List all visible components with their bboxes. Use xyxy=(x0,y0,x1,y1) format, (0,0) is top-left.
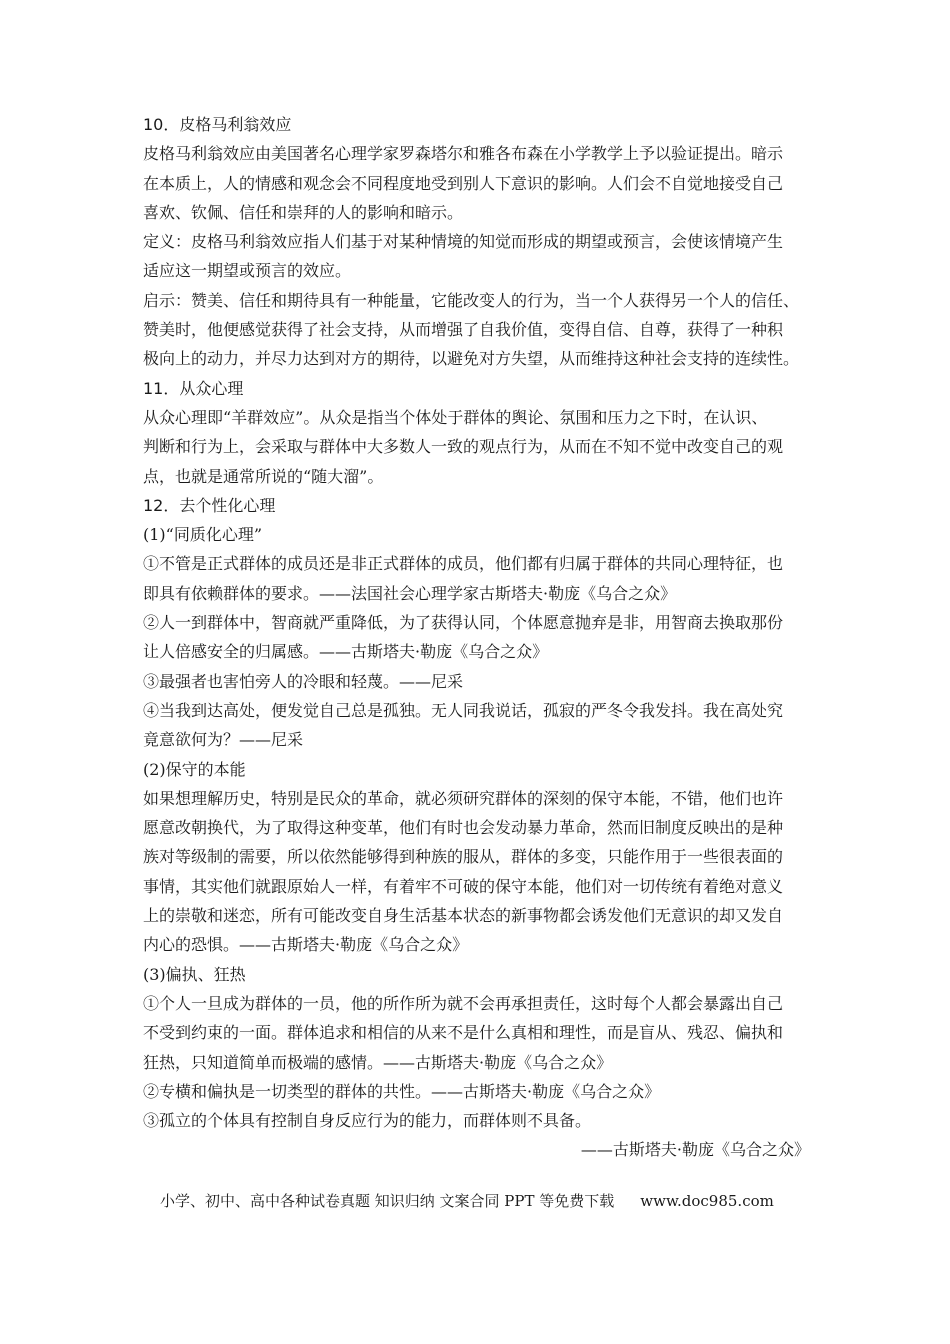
quote-line: 即具有依赖群体的要求。——法国社会心理学家古斯塔夫·勒庞《乌合之众》 xyxy=(143,583,677,603)
quote-line: 不受到约束的一面。群体追求和相信的从来不是什么真相和理性，而是盲从、残忍、偏执和 xyxy=(143,1023,784,1043)
section-10-insight-line: 极向上的动力，并尽力达到对方的期待，以避免对方失望，从而维持这种社会支持的连续性。 xyxy=(143,349,800,369)
section-10-definition-line: 定义：皮格马利翁效应指人们基于对某种情境的知觉而形成的期望或预言，会使该情境产生 xyxy=(143,232,784,252)
section-11-para-line: 判断和行为上，会采取与群体中大多数人一致的观点行为，从而在不知不觉中改变自己的观 xyxy=(143,437,784,457)
quote-line: ③孤立的个体具有控制自身反应行为的能力，而群体则不具备。 xyxy=(143,1111,592,1131)
subsection-2-para-line: 族对等级制的需要，所以依然能够得到种族的服从，群体的多变，只能作用于一些很表面的 xyxy=(143,847,784,867)
subsection-2-para-line: 内心的恐惧。——古斯塔夫·勒庞《乌合之众》 xyxy=(143,935,469,955)
quote-line: 让人倍感安全的归属感。——古斯塔夫·勒庞《乌合之众》 xyxy=(143,642,549,662)
footer-text: 小学、初中、高中各种试卷真题 知识归纳 文案合同 PPT 等免费下载 xyxy=(160,1192,615,1210)
page-footer xyxy=(160,1190,800,1212)
section-10-insight-line: 赞美时，他便感觉获得了社会支持，从而增强了自我价值，变得自信、自尊，获得了一种积 xyxy=(143,320,784,340)
subsection-2-para-line: 上的崇敬和迷恋，所有可能改变自身生活基本状态的新事物都会诱发他们无意识的却又发自 xyxy=(143,906,784,926)
subsection-1-title: (1)“同质化心理” xyxy=(143,525,263,545)
document-body xyxy=(143,110,810,1165)
quote-line: ③最强者也害怕旁人的冷眼和轻蔑。——尼采 xyxy=(143,671,464,691)
quote-line: ①不管是正式群体的成员还是非正式群体的成员，他们都有归属于群体的共同心理特征，也 xyxy=(143,554,784,574)
section-11-heading: 11．从众心理 xyxy=(143,378,244,398)
subsection-2-title: (2)保守的本能 xyxy=(143,759,246,779)
quote-line: 狂热，只知道简单而极端的感情。——古斯塔夫·勒庞《乌合之众》 xyxy=(143,1052,613,1072)
quote-line: ②专横和偏执是一切类型的群体的共性。——古斯塔夫·勒庞《乌合之众》 xyxy=(143,1081,661,1101)
quote-line: ④当我到达高处，便发觉自己总是孤独。无人同我说话，孤寂的严冬令我发抖。我在高处究 xyxy=(143,700,784,720)
section-11-para-line: 从众心理即“羊群效应”。从众是指当个体处于群体的舆论、氛围和压力之下时，在认识、 xyxy=(143,407,768,427)
section-10-para-line: 在本质上，人的情感和观念会不同程度地受到别人下意识的影响。人们会不自觉地接受自己 xyxy=(143,173,784,193)
section-10-heading: 10．皮格马利翁效应 xyxy=(143,115,292,134)
quote-line: 竟意欲何为？——尼采 xyxy=(143,730,304,750)
subsection-2-para-line: 愿意改朝换代，为了取得这种变革，他们有时也会发动暴力革命，然而旧制度反映出的是种 xyxy=(143,818,784,838)
section-10-para-line: 皮格马利翁效应由美国著名心理学家罗森塔尔和雅各布森在小学教学上予以验证提出。暗示 xyxy=(143,144,784,164)
quote-attribution: ——古斯塔夫·勒庞《乌合之众》 xyxy=(580,1140,810,1160)
section-11-para-line: 点，也就是通常所说的“随大溜”。 xyxy=(143,466,384,486)
subsection-3-title: (3)偏执、狂热 xyxy=(143,964,246,984)
section-12-heading: 12．去个性化心理 xyxy=(143,495,276,515)
section-10-para-line: 喜欢、钦佩、信任和崇拜的人的影响和暗示。 xyxy=(143,202,464,222)
subsection-2-para-line: 如果想理解历史，特别是民众的革命，就必须研究群体的深刻的保守本能，不错，他们也许 xyxy=(143,788,784,808)
section-10-definition-line: 适应这一期望或预言的效应。 xyxy=(143,261,352,281)
footer-site-link[interactable]: www.doc985.com xyxy=(640,1192,774,1210)
section-10-insight-line: 启示：赞美、信任和期待具有一种能量，它能改变人的行为，当一个人获得另一个人的信任、 xyxy=(143,290,800,310)
quote-line: ②人一到群体中，智商就严重降低，为了获得认同，个体愿意抛弃是非，用智商去换取那份 xyxy=(143,613,784,633)
quote-line: ①个人一旦成为群体的一员，他的所作所为就不会再承担责任，这时每个人都会暴露出自己 xyxy=(143,993,784,1013)
subsection-2-para-line: 事情，其实他们就跟原始人一样，有着牢不可破的保守本能，他们对一切传统有着绝对意义 xyxy=(143,876,784,896)
